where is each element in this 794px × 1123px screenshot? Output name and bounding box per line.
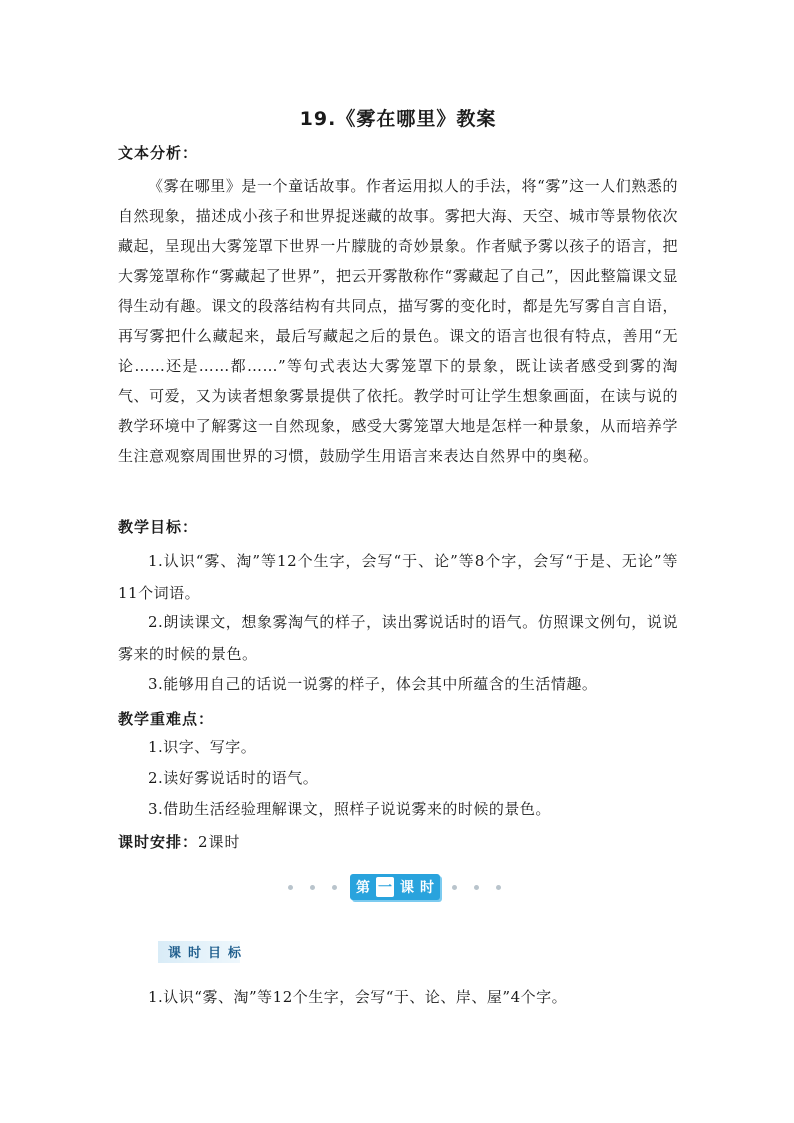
badge-char: 第	[356, 880, 370, 896]
goal-item-1: 1.认识“雾、淘”等12个生字，会写“于、论”等8个字，会写“于是、无论”等11个词语。	[118, 552, 678, 602]
key-point-item-1: 1.识字、写字。	[148, 738, 257, 756]
schedule-label: 课时安排：	[118, 833, 199, 851]
badge-char: 一	[376, 877, 394, 897]
goal-item-2: 2.朗读课文，想象雾淘气的样子，读出雾说话时的语气。仿照课文例句，说说雾来的时候的景色。	[118, 613, 678, 663]
analysis-heading: 文本分析：	[118, 144, 199, 162]
key-point-item-2: 2.读好雾说话时的语气。	[148, 769, 319, 787]
page-title: 19.《雾在哪里》教案	[299, 108, 497, 130]
badge-char: 时	[420, 880, 434, 896]
divider-dot	[496, 885, 501, 890]
schedule-value: 2课时	[198, 833, 241, 851]
analysis-paragraph: 《雾在哪里》是一个童话故事。作者运用拟人的手法，将“雾”这一人们熟悉的自然现象，描述成小孩子和世界捉迷藏的故事。雾把大海、天空、城市等景物依次藏起，呈现出大雾笼罩下世界一片朦胧的奇妙景象。作者赋予雾以孩子的语言，把大雾笼罩称作“雾藏起了世界”，把云开雾散称作“雾藏起了自己”，因此整篇课文显得生动有趣。课文的段落结构有共同点，描写雾的变化时，都是先写雾自言自语，再写雾把什么藏起来，最后写藏起之后的景色。课文的语言也很有特点，善用“无论……还是……都……”等句式表达大雾笼罩下的景象，既让读者感受到雾的淘气、可爱，又为读者想象雾景提供了依托。教学时可让学生想象画面，在读与说的教学环境中了解雾这一自然现象，感受大雾笼罩大地是怎样一种景象，从而培养学生注意观察周围世界的习惯，鼓励学生用语言来表达自然界中的奥秘。	[118, 177, 678, 465]
key-points-heading: 教学重难点：	[118, 710, 215, 728]
lesson-badge	[350, 874, 440, 900]
goals-heading: 教学目标：	[118, 518, 199, 536]
lesson-goal-item-1: 1.认识“雾、淘”等12个生字，会写“于、论、岸、屋”4个字。	[148, 988, 568, 1006]
divider-dot	[288, 885, 293, 890]
divider-dot	[310, 885, 315, 890]
goal-item-3: 3.能够用自己的话说一说雾的样子，体会其中所蕴含的生活情趣。	[148, 675, 598, 693]
divider-dot	[452, 885, 457, 890]
key-point-item-3: 3.借助生活经验理解课文，照样子说说雾来的时候的景色。	[148, 800, 551, 818]
lesson-divider	[118, 874, 678, 900]
schedule-line	[118, 831, 241, 852]
divider-dot	[474, 885, 479, 890]
badge-char: 课	[400, 880, 414, 896]
lesson-goal-tag: 课时目标	[168, 945, 249, 961]
divider-dot	[332, 885, 337, 890]
